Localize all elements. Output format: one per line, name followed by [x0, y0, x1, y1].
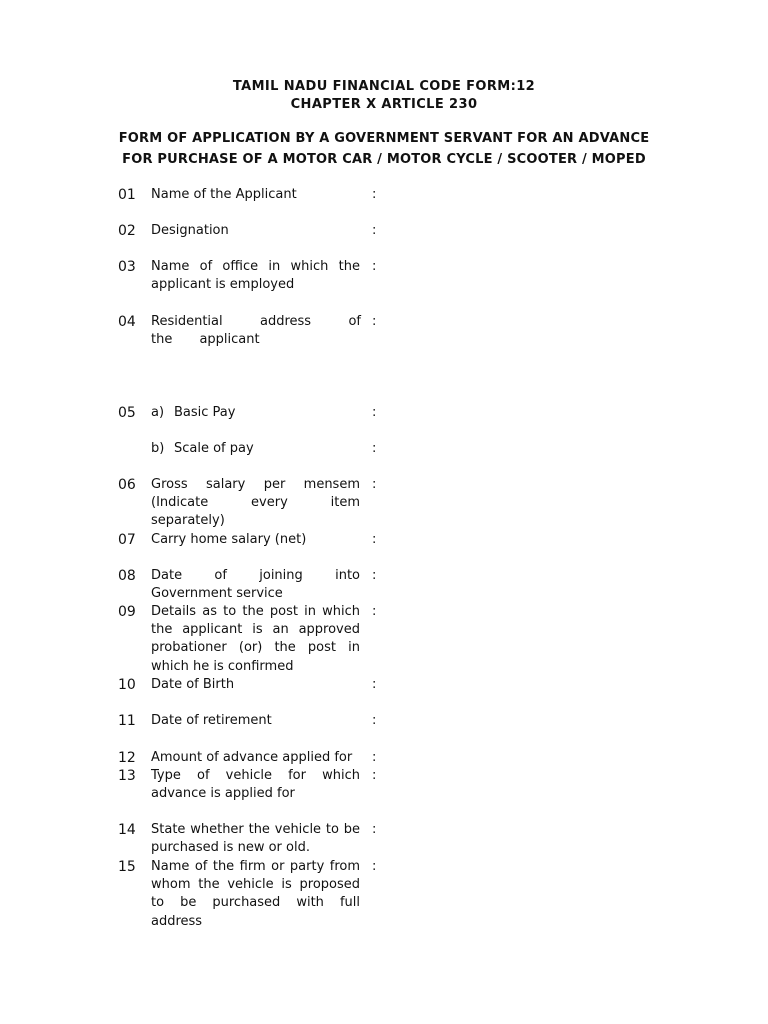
item-number: 02 — [118, 223, 136, 239]
field-label-residential-address: Residential address of the applicant — [151, 314, 361, 348]
field-label-gross-salary: Gross salary per mensem (Indicate every item separately) — [151, 477, 360, 529]
field-label-scale-of-pay — [151, 440, 360, 458]
field-label-office-name: Name of office in which the applicant is employed — [151, 259, 360, 293]
item-number: 14 — [118, 822, 136, 838]
field-separator: : — [372, 604, 377, 619]
item-number: 13 — [118, 768, 136, 784]
field-separator: : — [372, 259, 377, 274]
chapter-heading: CHAPTER X ARTICLE 230 — [290, 97, 478, 112]
field-separator: : — [372, 750, 377, 765]
field-separator: : — [372, 822, 377, 837]
field-label-firm-name-address: Name of the firm or party from whom the vehicle is proposed to be purchased with full address — [151, 859, 360, 929]
field-separator: : — [372, 477, 377, 492]
field-label-post-details: Details as to the post in which the applicant is an approved probationer (or) the post in which he is confirmed — [151, 604, 360, 674]
form-title-line-2: FOR PURCHASE OF A MOTOR CAR / MOTOR CYCLE / SCOOTER / MOPED — [122, 152, 646, 167]
item-number: 01 — [118, 187, 136, 203]
item-number: 05 — [118, 405, 136, 421]
sub-item-label: Scale of pay — [174, 441, 254, 456]
item-number: 10 — [118, 677, 136, 693]
field-label-date-of-birth: Date of Birth — [151, 677, 235, 692]
field-separator: : — [372, 677, 377, 692]
field-label-designation: Designation — [151, 223, 229, 238]
field-label-basic-pay — [151, 404, 360, 422]
field-label-date-of-joining: Date of joining into Government service — [151, 568, 360, 602]
field-label-vehicle-new-or-old: State whether the vehicle to be purchased is new or old. — [151, 822, 360, 856]
item-number: 09 — [118, 604, 136, 620]
field-separator: : — [372, 768, 377, 783]
sub-item-label: Basic Pay — [174, 405, 236, 420]
field-separator: : — [372, 187, 377, 202]
field-separator: : — [372, 859, 377, 874]
field-label-advance-amount: Amount of advance applied for — [151, 750, 353, 765]
sub-item-letter: b) — [151, 441, 165, 456]
field-label-carry-home-salary: Carry home salary (net) — [151, 532, 307, 547]
field-label-date-of-retirement: Date of retirement — [151, 713, 272, 728]
item-number: 06 — [118, 477, 136, 493]
item-number: 04 — [118, 314, 136, 330]
item-number: 15 — [118, 859, 136, 875]
field-separator: : — [372, 532, 377, 547]
item-number: 03 — [118, 259, 136, 275]
field-separator: : — [372, 314, 377, 329]
sub-item-letter: a) — [151, 405, 165, 420]
field-separator: : — [372, 441, 377, 456]
field-separator: : — [372, 223, 377, 238]
field-label-vehicle-type: Type of vehicle for which advance is applied for — [151, 768, 360, 802]
form-title-line-1: FORM OF APPLICATION BY A GOVERNMENT SERVANT FOR AN ADVANCE — [118, 131, 650, 146]
item-number: 11 — [118, 713, 136, 729]
item-number: 12 — [118, 750, 136, 766]
field-label-applicant-name: Name of the Applicant — [151, 187, 297, 202]
item-number: 08 — [118, 568, 136, 584]
item-number: 07 — [118, 532, 136, 548]
field-separator: : — [372, 713, 377, 728]
field-separator: : — [372, 568, 377, 583]
field-separator: : — [372, 405, 377, 420]
form-code-heading: TAMIL NADU FINANCIAL CODE FORM:12 — [232, 79, 536, 94]
